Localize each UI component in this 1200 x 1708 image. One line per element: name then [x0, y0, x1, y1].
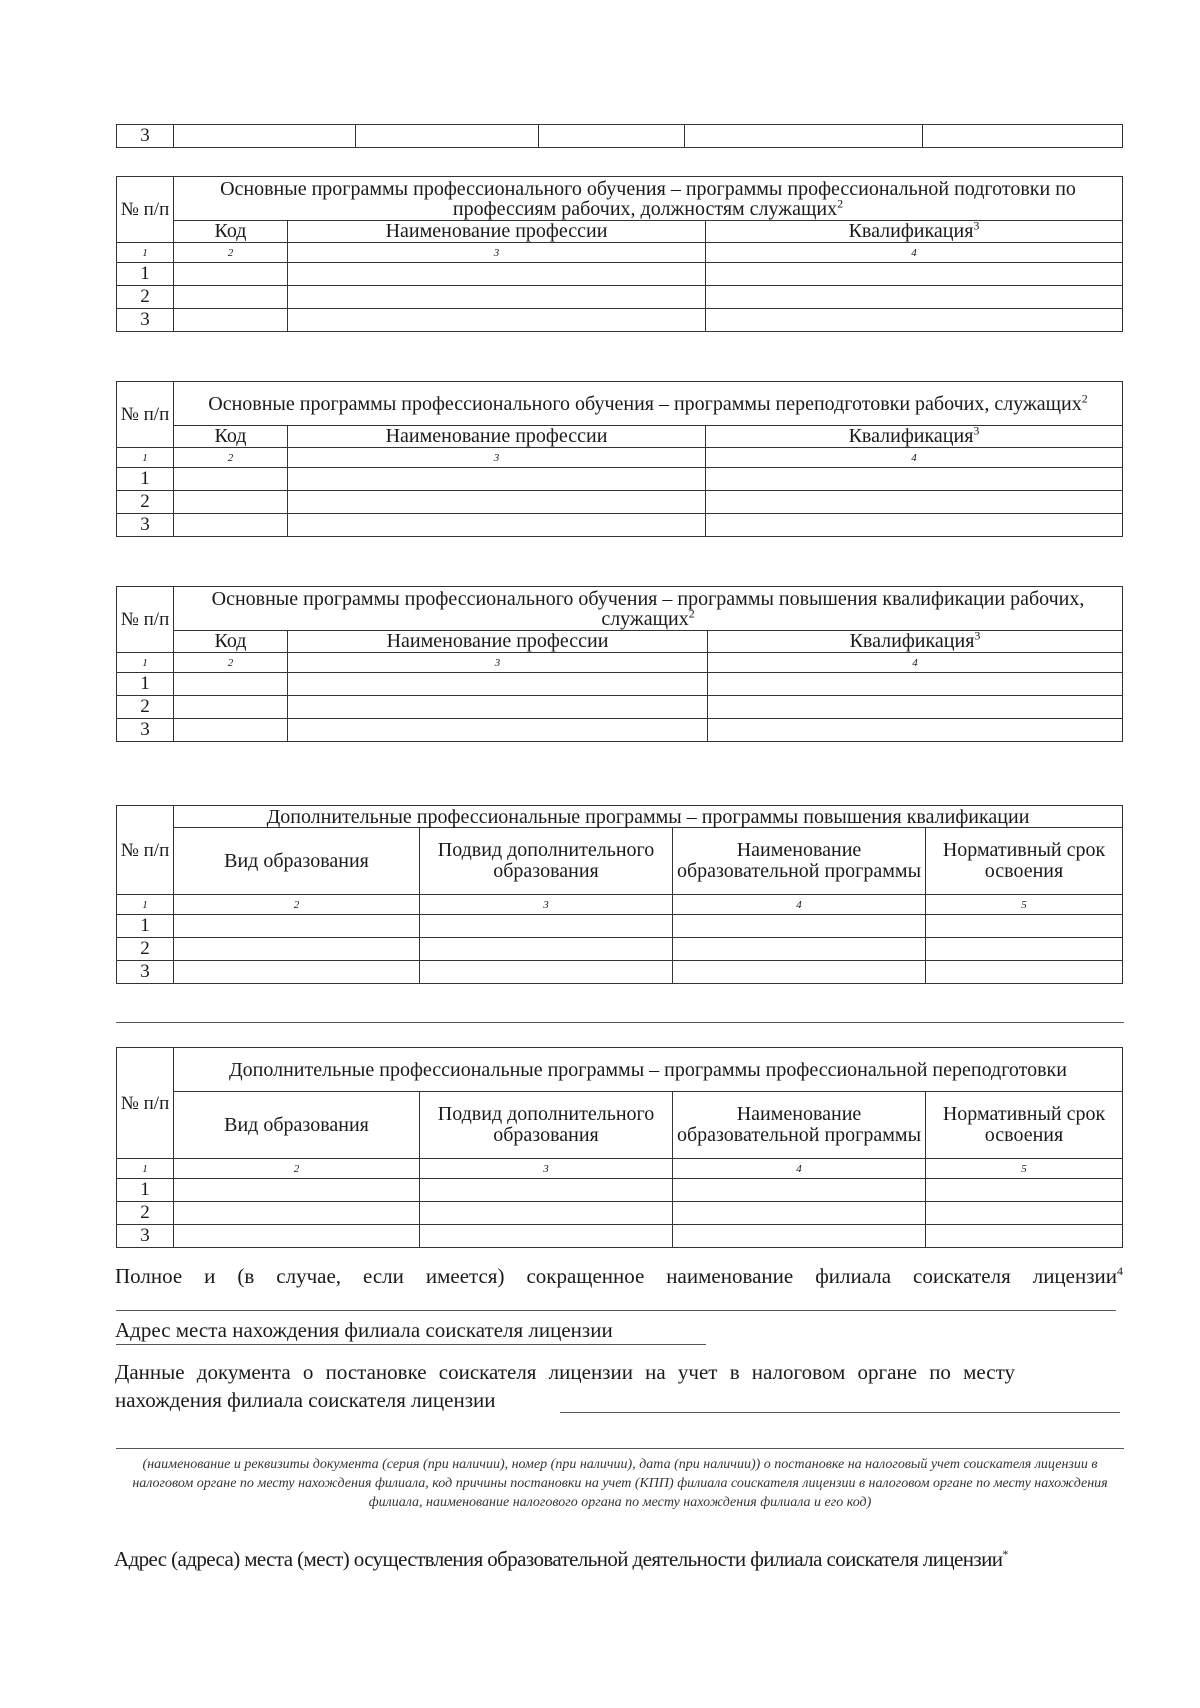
- cell[interactable]: [420, 1179, 673, 1202]
- cell[interactable]: [706, 286, 1123, 309]
- cell[interactable]: [420, 915, 673, 938]
- index-cell: 3: [420, 895, 673, 915]
- cell: [174, 125, 356, 148]
- cell[interactable]: [288, 263, 706, 286]
- index-cell: 4: [708, 653, 1123, 673]
- col-education-type: Вид образования: [174, 828, 420, 895]
- col-qualification: Квалификация$^3$: [706, 221, 1123, 243]
- col-code: Код: [174, 426, 288, 448]
- col-code: Код: [174, 631, 288, 653]
- row-number: 1: [117, 915, 174, 938]
- table-row: [117, 1225, 1123, 1248]
- table-additional-upgrade: [116, 805, 1123, 984]
- col-profession: Наименование профессии: [288, 221, 706, 243]
- table-row: [117, 309, 1123, 332]
- row-number: 1: [117, 468, 174, 491]
- cell: [923, 125, 1123, 148]
- cell[interactable]: [288, 468, 706, 491]
- row-number: 1: [117, 263, 174, 286]
- cell[interactable]: [174, 696, 288, 719]
- table-title: Основные программы профессионального обучения – программы повышения квалификации рабочих, служащих$^2$: [174, 587, 1123, 631]
- table-row: [117, 468, 1123, 491]
- cell[interactable]: [420, 961, 673, 984]
- cell[interactable]: [288, 696, 708, 719]
- index-cell: 3: [420, 1159, 673, 1179]
- cell[interactable]: [288, 514, 706, 537]
- cell[interactable]: [708, 673, 1123, 696]
- table-row: [117, 514, 1123, 537]
- cell[interactable]: [420, 938, 673, 961]
- index-cell: 5: [926, 1159, 1123, 1179]
- row-number: 3: [117, 125, 174, 148]
- row-number: 3: [117, 1225, 174, 1248]
- table-professional-training: [116, 176, 1123, 332]
- branch-address-label: Адрес места нахождения филиала соискателя лицензии: [115, 1318, 613, 1342]
- cell[interactable]: [420, 1225, 673, 1248]
- index-cell: 2: [174, 243, 288, 263]
- row-number: 2: [117, 938, 174, 961]
- cell[interactable]: [174, 1225, 420, 1248]
- cell[interactable]: [673, 1202, 926, 1225]
- row-number: 2: [117, 696, 174, 719]
- num-header: № п/п: [117, 806, 174, 895]
- table-row: [117, 491, 1123, 514]
- table-row: [117, 1179, 1123, 1202]
- table-row: [117, 961, 1123, 984]
- col-education-type: Вид образования: [174, 1092, 420, 1159]
- cell[interactable]: [174, 514, 288, 537]
- branch-address-input-line[interactable]: [116, 1344, 706, 1345]
- table-title: Основные программы профессионального обучения – программы профессиональной подготовки по профессиям рабочих, должностям служащих$^2$: [174, 177, 1123, 221]
- table-row: [117, 915, 1123, 938]
- cell[interactable]: [706, 514, 1123, 537]
- num-header: № п/п: [117, 587, 174, 653]
- cell[interactable]: [288, 719, 708, 742]
- cell[interactable]: [174, 673, 288, 696]
- table-additional-retraining: [116, 1047, 1123, 1248]
- col-program-name: Наименование образовательной программы: [673, 1092, 926, 1159]
- table-row: [117, 719, 1123, 742]
- row-number: 2: [117, 286, 174, 309]
- index-cell: 2: [174, 448, 288, 468]
- top-fragment-table: [116, 124, 1123, 148]
- table-row: [117, 673, 1123, 696]
- cell[interactable]: [673, 938, 926, 961]
- row-number: 1: [117, 1179, 174, 1202]
- cell[interactable]: [673, 915, 926, 938]
- cell[interactable]: [288, 309, 706, 332]
- table-title: Основные программы профессионального обучения – программы переподготовки рабочих, служащих$^2$: [174, 382, 1123, 426]
- col-code: Код: [174, 221, 288, 243]
- cell[interactable]: [926, 1179, 1123, 1202]
- col-program-name: Наименование образовательной программы: [673, 828, 926, 895]
- num-header: № п/п: [117, 382, 174, 448]
- col-education-subtype: Подвид дополнительного образования: [420, 1092, 673, 1159]
- row-number: 3: [117, 961, 174, 984]
- cell: [356, 125, 539, 148]
- cell: [539, 125, 685, 148]
- cell[interactable]: [926, 938, 1123, 961]
- cell[interactable]: [174, 263, 288, 286]
- cell[interactable]: [706, 491, 1123, 514]
- cell[interactable]: [706, 468, 1123, 491]
- cell[interactable]: [174, 468, 288, 491]
- table-title: Дополнительные профессиональные программы – программы профессиональной переподготовки: [174, 1048, 1123, 1092]
- tax-doc-note: (наименование и реквизиты документа (серия (при наличии), номер (при наличии), дата (при наличии)) о постановке на налоговый учет соискателя лицензии в налоговом органе по месту нахождения филиала, код причины постановки на учет (КПП) филиала соискателя лицензии в налоговом органе по месту нахождения филиала, наименование налогового органа по месту нахождения филиала и его код): [132, 1457, 1108, 1510]
- index-cell: 4: [673, 895, 926, 915]
- num-header: № п/п: [117, 177, 174, 243]
- index-cell: 1: [117, 243, 174, 263]
- row-number: 2: [117, 1202, 174, 1225]
- table-row: [117, 263, 1123, 286]
- row-number: 3: [117, 309, 174, 332]
- divider: [116, 1022, 1124, 1023]
- col-profession: Наименование профессии: [288, 426, 706, 448]
- cell[interactable]: [174, 915, 420, 938]
- cell[interactable]: [174, 491, 288, 514]
- index-cell: 5: [926, 895, 1123, 915]
- cell[interactable]: [673, 961, 926, 984]
- index-cell: 4: [706, 448, 1123, 468]
- cell[interactable]: [708, 696, 1123, 719]
- row-number: 3: [117, 514, 174, 537]
- row-number: 1: [117, 673, 174, 696]
- index-cell: 2: [174, 653, 288, 673]
- tax-doc-label: Данные документа о постановке соискателя лицензии на учет в налоговом органе по месту нахождения филиала соискателя лицензии: [115, 1360, 1015, 1412]
- cell[interactable]: [288, 491, 706, 514]
- table-row: [117, 286, 1123, 309]
- cell[interactable]: [926, 915, 1123, 938]
- index-cell: 2: [174, 1159, 420, 1179]
- index-cell: 1: [117, 1159, 174, 1179]
- branch-name-label: Полное и (в случае, если имеется) сокращенное наименование филиала соискателя лицензии$^4$: [115, 1264, 1123, 1288]
- index-cell: 4: [706, 243, 1123, 263]
- cell[interactable]: [174, 938, 420, 961]
- branch-name-input-line[interactable]: [116, 1310, 1116, 1311]
- tax-doc-input-line-2[interactable]: [116, 1448, 1124, 1449]
- cell[interactable]: [420, 1202, 673, 1225]
- cell[interactable]: [174, 719, 288, 742]
- row-number: 3: [117, 719, 174, 742]
- table-row: [117, 1202, 1123, 1225]
- table-row: [117, 696, 1123, 719]
- index-cell: 3: [288, 653, 708, 673]
- table-qualification-upgrade: [116, 586, 1123, 742]
- index-cell: 1: [117, 895, 174, 915]
- cell[interactable]: [673, 1179, 926, 1202]
- cell[interactable]: [174, 309, 288, 332]
- col-duration: Нормативный срок освоения: [926, 1092, 1123, 1159]
- cell[interactable]: [288, 286, 706, 309]
- cell[interactable]: [926, 1202, 1123, 1225]
- cell[interactable]: [926, 1225, 1123, 1248]
- col-qualification: Квалификация$^3$: [708, 631, 1123, 653]
- cell[interactable]: [174, 961, 420, 984]
- cell[interactable]: [706, 263, 1123, 286]
- col-education-subtype: Подвид дополнительного образования: [420, 828, 673, 895]
- row-number: 2: [117, 491, 174, 514]
- col-duration: Нормативный срок освоения: [926, 828, 1123, 895]
- cell: [685, 125, 923, 148]
- cell[interactable]: [174, 1179, 420, 1202]
- table-retraining: [116, 381, 1123, 537]
- col-profession: Наименование профессии: [288, 631, 708, 653]
- cell[interactable]: [706, 309, 1123, 332]
- index-cell: 4: [673, 1159, 926, 1179]
- cell[interactable]: [174, 286, 288, 309]
- cell[interactable]: [673, 1225, 926, 1248]
- index-cell: 3: [288, 448, 706, 468]
- index-cell: 3: [288, 243, 706, 263]
- index-cell: 2: [174, 895, 420, 915]
- index-cell: 1: [117, 448, 174, 468]
- col-qualification: Квалификация$^3$: [706, 426, 1123, 448]
- num-header: № п/п: [117, 1048, 174, 1159]
- cell[interactable]: [288, 673, 708, 696]
- cell[interactable]: [708, 719, 1123, 742]
- table-title: Дополнительные профессиональные программы – программы повышения квалификации: [174, 806, 1123, 828]
- index-cell: 1: [117, 653, 174, 673]
- activity-address-label: Адрес (адреса) места (мест) осуществления образовательной деятельности филиала соискателя лицензии*: [114, 1547, 1008, 1571]
- cell[interactable]: [926, 961, 1123, 984]
- table-row: [117, 938, 1123, 961]
- cell[interactable]: [174, 1202, 420, 1225]
- tax-doc-input-line[interactable]: [560, 1412, 1120, 1413]
